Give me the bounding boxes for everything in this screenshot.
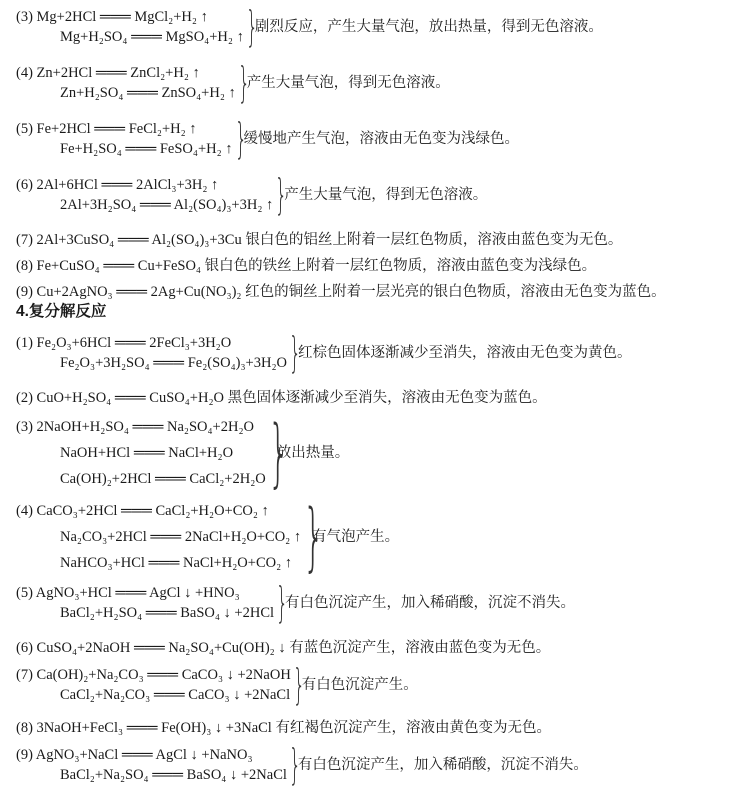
equation: CaCl₂+Na₂CO₃ ═══ CaCO₃ ↓ +2NaCl bbox=[60, 687, 291, 703]
equation: (1) Fe₂O₃+6HCl ═══ 2FeCl₃+3H₂O bbox=[16, 335, 232, 351]
reaction-description: 产生大量气泡，得到无色溶液。 bbox=[246, 75, 450, 91]
equation: BaCl₂+Na₂SO₄ ═══ BaSO₄ ↓ +2NaCl bbox=[60, 767, 287, 783]
equation: 2Al+3H₂SO₄ ═══ Al₂(SO₄)₃+3H₂ ↑ bbox=[60, 197, 274, 213]
equation: Na₂CO₃+2HCl ═══ 2NaCl+H₂O+CO₂ ↑ bbox=[60, 529, 302, 545]
equation: (3) 2NaOH+H₂SO₄ ═══ Na₂SO₄+2H₂O bbox=[16, 419, 254, 435]
reaction-line-8: (8) Fe+CuSO₄ ═══ Cu+FeSO₄ 银白色的铁丝上附着一层红色物质，溶液由蓝色变为浅绿色。 bbox=[16, 258, 597, 274]
reaction-group-1-fe2o3 bbox=[16, 328, 632, 377]
reaction-description: 有白色沉淀产生，加入稀硝酸，沉淀不消失。 bbox=[285, 595, 576, 611]
brace: } bbox=[237, 58, 250, 107]
section-heading: 4.复分解反应 bbox=[16, 303, 107, 320]
reaction-description: 放出热量。 bbox=[276, 445, 350, 461]
reaction-group-9 bbox=[16, 740, 588, 789]
brace: } bbox=[288, 740, 301, 789]
equation: Fe+H₂SO₄ ═══ FeSO₄+H₂ ↑ bbox=[60, 141, 233, 157]
reaction-line-2: (2) CuO+H₂SO₄ ═══ CuSO₄+H₂O 黑色固体逐渐减少至消失，溶液由无色变为蓝色。 bbox=[16, 390, 547, 406]
equation: Fe₂O₃+3H₂SO₄ ═══ Fe₂(SO₄)₃+3H₂O bbox=[60, 355, 287, 371]
reaction-group-7 bbox=[16, 660, 418, 709]
brace: } bbox=[288, 328, 302, 377]
equation: NaHCO₃+HCl ═══ NaCl+H₂O+CO₂ ↑ bbox=[60, 555, 293, 571]
equation: (4) Zn+2HCl ═══ ZnCl₂+H₂ ↑ bbox=[16, 65, 200, 81]
reaction-group-5-precipitates bbox=[16, 578, 576, 627]
brace: } bbox=[234, 114, 247, 163]
brace: } bbox=[276, 578, 289, 627]
reaction-group-3-neutralization bbox=[16, 410, 350, 496]
brace: } bbox=[292, 660, 305, 709]
reaction-description: 红棕色固体逐渐减少至消失，溶液由无色变为黄色。 bbox=[297, 345, 632, 361]
brace: } bbox=[267, 410, 289, 496]
equation: (5) Fe+2HCl ═══ FeCl₂+H₂ ↑ bbox=[16, 121, 197, 137]
equation: (4) CaCO₃+2HCl ═══ CaCl₂+H₂O+CO₂ ↑ bbox=[16, 503, 269, 519]
reaction-group-3-mg bbox=[16, 2, 603, 51]
reaction-group-4-zn bbox=[16, 58, 450, 107]
reaction-line-7: (7) 2Al+3CuSO₄ ═══ Al₂(SO₄)₃+3Cu 银白色的铝丝上附着一层红色物质，溶液由蓝色变为无色。 bbox=[16, 232, 623, 248]
brace: } bbox=[275, 170, 288, 219]
reaction-description: 产生大量气泡，得到无色溶液。 bbox=[284, 187, 488, 203]
reaction-line-9: (9) Cu+2AgNO₃ ═══ 2Ag+Cu(NO₃)₂ 红色的铜丝上附着一层光亮的银白色物质，溶液由无色变为蓝色。 bbox=[16, 284, 666, 300]
reaction-description: 有气泡产生。 bbox=[312, 529, 400, 545]
equation: (9) AgNO₃+NaCl ═══ AgCl ↓ +NaNO₃ bbox=[16, 747, 253, 763]
equation: (6) 2Al+6HCl ═══ 2AlCl₃+3H₂ ↑ bbox=[16, 177, 219, 193]
equation: (7) Ca(OH)₂+Na₂CO₃ ═══ CaCO₃ ↓ +2NaOH bbox=[16, 667, 291, 683]
equation: (5) AgNO₃+HCl ═══ AgCl ↓ +HNO₃ bbox=[16, 585, 240, 601]
equation: NaOH+HCl ═══ NaCl+H₂O bbox=[60, 445, 234, 461]
brace: } bbox=[303, 494, 325, 580]
brace: } bbox=[245, 2, 258, 51]
equation: (3) Mg+2HCl ═══ MgCl₂+H₂ ↑ bbox=[16, 9, 208, 25]
equation: Ca(OH)₂+2HCl ═══ CaCl₂+2H₂O bbox=[60, 471, 266, 487]
reaction-line-8b: (8) 3NaOH+FeCl₃ ═══ Fe(OH)₃ ↓ +3NaCl 有红褐色沉淀产生，溶液由黄色变为无色。 bbox=[16, 720, 551, 736]
reaction-description: 剧烈反应，产生大量气泡，放出热量，得到无色溶液。 bbox=[254, 19, 603, 35]
equation: BaCl₂+H₂SO₄ ═══ BaSO₄ ↓ +2HCl bbox=[60, 605, 275, 621]
equation: Mg+H₂SO₄ ═══ MgSO₄+H₂ ↑ bbox=[60, 29, 244, 45]
reaction-group-5-fe bbox=[16, 114, 520, 163]
reaction-description: 有白色沉淀产生，加入稀硝酸，沉淀不消失。 bbox=[297, 757, 588, 773]
reaction-group-6-al bbox=[16, 170, 488, 219]
reaction-description: 缓慢地产生气泡，溶液由无色变为浅绿色。 bbox=[243, 131, 520, 147]
reaction-description: 有白色沉淀产生。 bbox=[301, 677, 418, 693]
reaction-line-6: (6) CuSO₄+2NaOH ═══ Na₂SO₄+Cu(OH)₂ ↓ 有蓝色沉淀产生，溶液由蓝色变为无色。 bbox=[16, 640, 551, 656]
equation: Zn+H₂SO₄ ═══ ZnSO₄+H₂ ↑ bbox=[60, 85, 236, 101]
reaction-group-4-carbonates bbox=[16, 494, 400, 580]
